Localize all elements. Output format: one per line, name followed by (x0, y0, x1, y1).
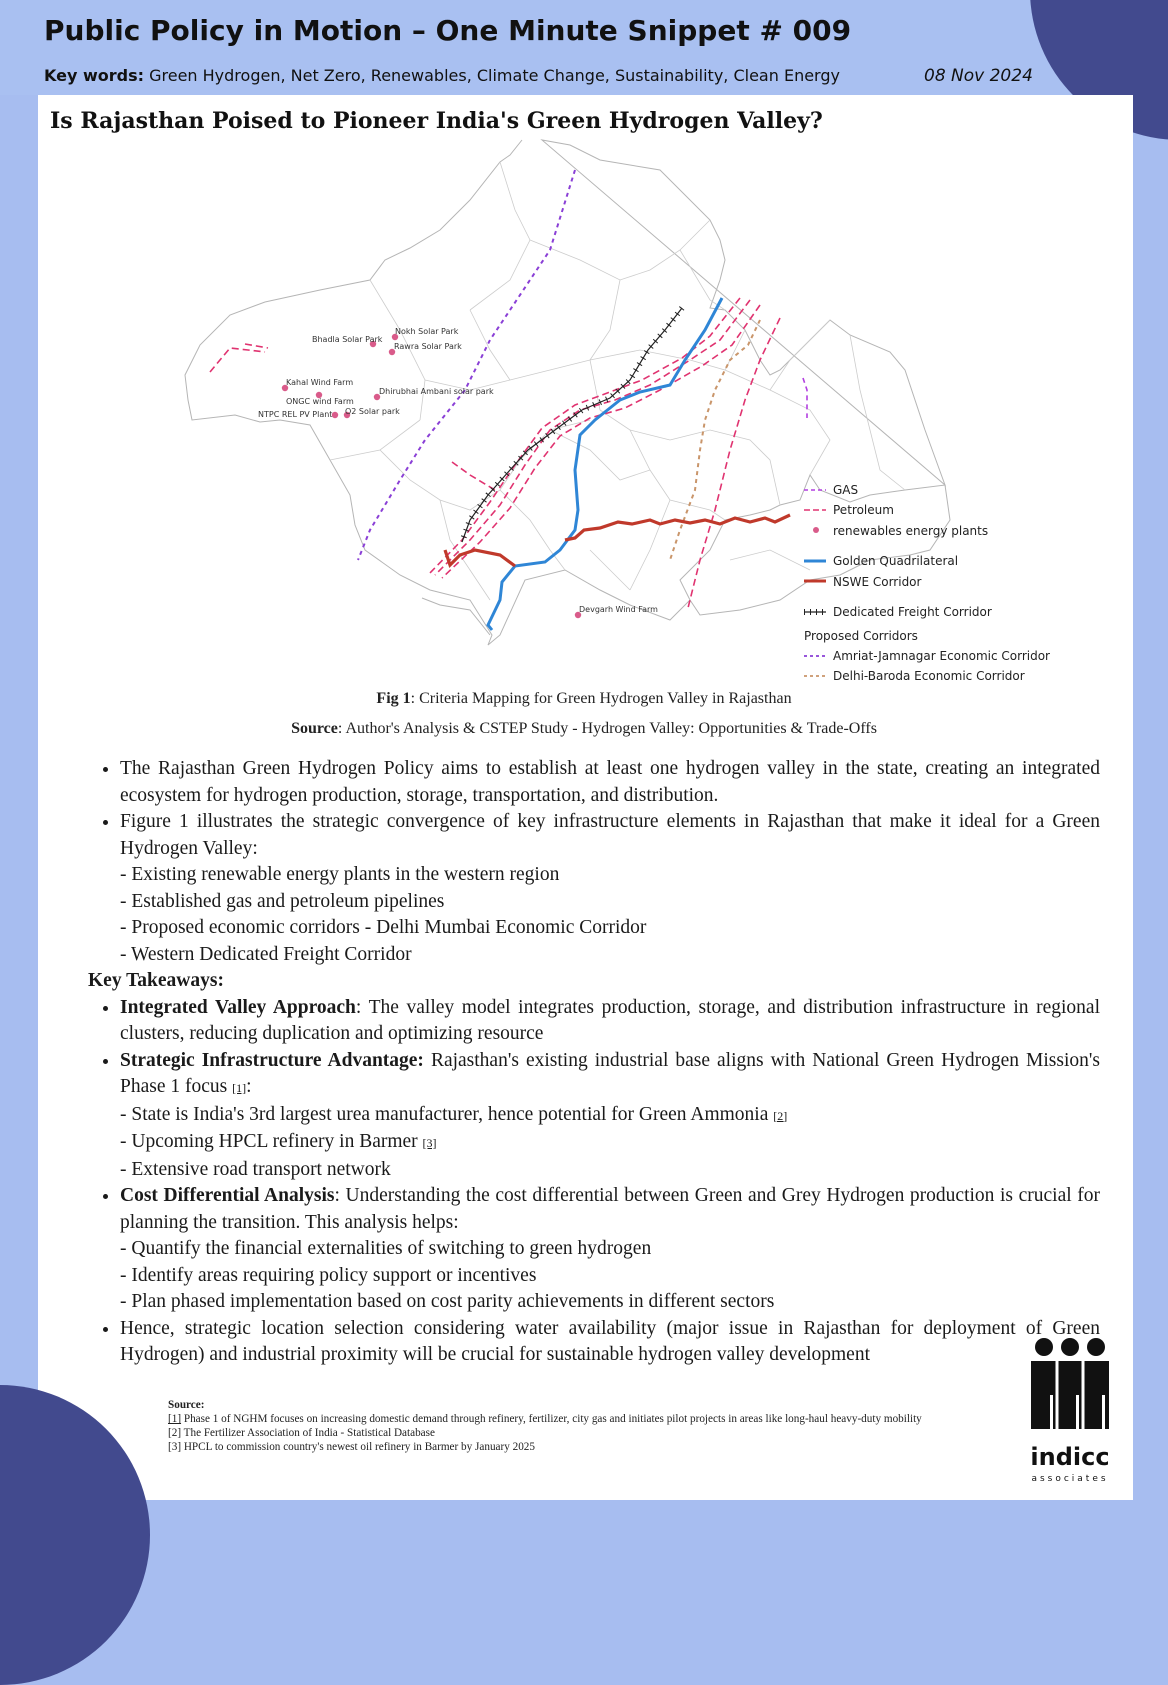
takeaway-title: Strategic Infrastructure Advantage: (120, 1049, 424, 1071)
figure-caption (0, 690, 1168, 708)
sub-item: - Existing renewable energy plants in the western region (120, 864, 560, 885)
legend-amriat: Amriat-Jamnagar Economic Corridor (833, 649, 1050, 663)
rajasthan-map (170, 130, 1070, 690)
source-2: [2] The Fertilizer Association of India - Statistical Database (168, 1427, 435, 1439)
legend-renewables-dot (813, 527, 819, 533)
renewable-plant-markers (282, 334, 581, 618)
district-boundaries (330, 162, 905, 600)
key-takeaways-heading: Key Takeaways: (88, 970, 224, 991)
state-outline (185, 140, 950, 645)
plant-label-nokh: Nokh Solar Park (395, 327, 459, 336)
body-text (90, 756, 1100, 1369)
sub-item: - Established gas and petroleum pipelines (120, 890, 445, 912)
source-1: Phase 1 of NGHM focuses on increasing domestic demand through refinery, fertilizer, city gas and initiates pilot projects in areas like long-haul heavy-duty mobility (181, 1413, 922, 1425)
sources-block (168, 1398, 928, 1454)
ref-link-3[interactable]: [3] (422, 1136, 437, 1150)
takeaway-text: : The valley model integrates production, storage, and distribution infrastructure in regional clusters, reducing duplication and optimizing resource (120, 996, 1100, 1044)
bullet-conclusion: • Hence, strategic location selection considering water availability (major issue in Rajasthan for deployment of Green Hydrogen) and industrial proximity will be crucial for sustainable hydrogen valley development (120, 1316, 1100, 1369)
keywords-label: Key words: (44, 66, 145, 85)
legend-gas: GAS (833, 483, 859, 497)
legend-renewables: renewables energy plants (833, 524, 989, 538)
plant-label-bhadla: Bhadla Solar Park (312, 335, 383, 344)
legend-dfc: Dedicated Freight Corridor (833, 605, 992, 619)
takeaway-title: Cost Differential Analysis (120, 1185, 335, 1206)
sub-item: - Western Dedicated Freight Corridor (120, 943, 412, 965)
gas-line (803, 378, 807, 418)
figure-source (0, 720, 1168, 738)
map-legend (804, 483, 1050, 683)
sources-heading: Source: (168, 1399, 205, 1411)
source-3: [3] HPCL to commission country's newest oil refinery in Barmer by January 2025 (168, 1441, 535, 1453)
sub-item: - State is India's 3rd largest urea manufacturer, hence potential for Green Ammonia (120, 1103, 774, 1125)
figure-label: Fig 1 (376, 690, 411, 707)
legend-petroleum: Petroleum (833, 503, 894, 517)
takeaway-strategic (120, 1048, 1100, 1184)
logo-name: indicc (1030, 1443, 1110, 1471)
plant-label-ntpc: NTPC REL PV Plant (258, 410, 333, 419)
plant-label-kahal: Kahal Wind Farm (286, 378, 354, 387)
sub-item: - Plan phased implementation based on cost parity achievements in different sectors (120, 1291, 775, 1312)
legend-golden-quadrilateral: Golden Quadrilateral (833, 554, 959, 568)
sub-item: - Extensive road transport network (120, 1158, 391, 1180)
dedicated-freight-corridor (462, 308, 682, 542)
plant-label-ongc: ONGC wind Farm (286, 397, 354, 406)
takeaway-text-end: : (246, 1076, 252, 1097)
figure-source-label: Source (291, 720, 338, 737)
legend-proposed-heading: Proposed Corridors (804, 629, 918, 643)
sub-item: - Identify areas requiring policy support or incentives (120, 1264, 537, 1286)
bullet-figure-text: Figure 1 illustrates the strategic convergence of key infrastructure elements in Rajasthan that make it ideal for a Green Hydrogen Valley: (120, 811, 1100, 859)
takeaway-text: Rajasthan's existing industrial base aligns with National Green Hydrogen Mission's Phase 1 focus (120, 1049, 1101, 1097)
ref-link-2[interactable]: [2] (773, 1108, 788, 1123)
header-date: 08 Nov 2024 (924, 66, 1033, 86)
keywords-text: Green Hydrogen, Net Zero, Renewables, Climate Change, Sustainability, Clean Energy (149, 66, 840, 85)
plant-label-devgarh: Devgarh Wind Farm (579, 605, 658, 614)
bullet-policy: • The Rajasthan Green Hydrogen Policy aims to establish at least one hydrogen valley in the state, creating an integrated ecosystem for hydrogen production, storage, transportation, and distribution. (120, 756, 1100, 809)
source-ref-1[interactable]: [1] (168, 1413, 182, 1425)
takeaway-integrated (120, 995, 1100, 1048)
plant-dot-ntpc (332, 412, 338, 418)
plant-label-rawra: Rawra Solar Park (394, 342, 462, 351)
bullet-figure (120, 809, 1100, 968)
sub-item: - Proposed economic corridors - Delhi Mumbai Economic Corridor (120, 917, 647, 938)
takeaway-title: Integrated Valley Approach (120, 996, 356, 1018)
sub-item: - Upcoming HPCL refinery in Barmer (120, 1131, 423, 1152)
plant-label-o2: O2 Solar park (345, 407, 400, 416)
logo-sub: associates (1031, 1474, 1109, 1484)
legend-nswe: NSWE Corridor (833, 575, 922, 589)
ref-link-1[interactable]: [1] (232, 1081, 247, 1095)
plant-label-dhirubhai: Dhirubhai Ambani solar park (379, 387, 494, 396)
amriat-jamnagar-corridor (358, 170, 575, 560)
page-title: Is Rajasthan Poised to Pioneer India's Green Hydrogen Valley? (50, 108, 823, 134)
takeaway-text: : Understanding the cost differential between Green and Grey Hydrogen production is crucial for planning the transition. This analysis helps: (120, 1185, 1100, 1233)
sub-item: - Quantify the financial externalities of switching to green hydrogen (120, 1238, 652, 1259)
figure-source-text: : Author's Analysis & CSTEP Study - Hydrogen Valley: Opportunities & Trade-Offs (337, 720, 877, 737)
header-keywords (44, 66, 840, 85)
golden-quadrilateral (488, 298, 722, 630)
figure-caption-text: : Criteria Mapping for Green Hydrogen Valley in Rajasthan (410, 690, 792, 707)
header-title: Public Policy in Motion – One Minute Snippet # 009 (44, 14, 852, 47)
legend-delhi-baroda: Delhi-Baroda Economic Corridor (833, 669, 1025, 683)
takeaway-cost (120, 1183, 1100, 1316)
